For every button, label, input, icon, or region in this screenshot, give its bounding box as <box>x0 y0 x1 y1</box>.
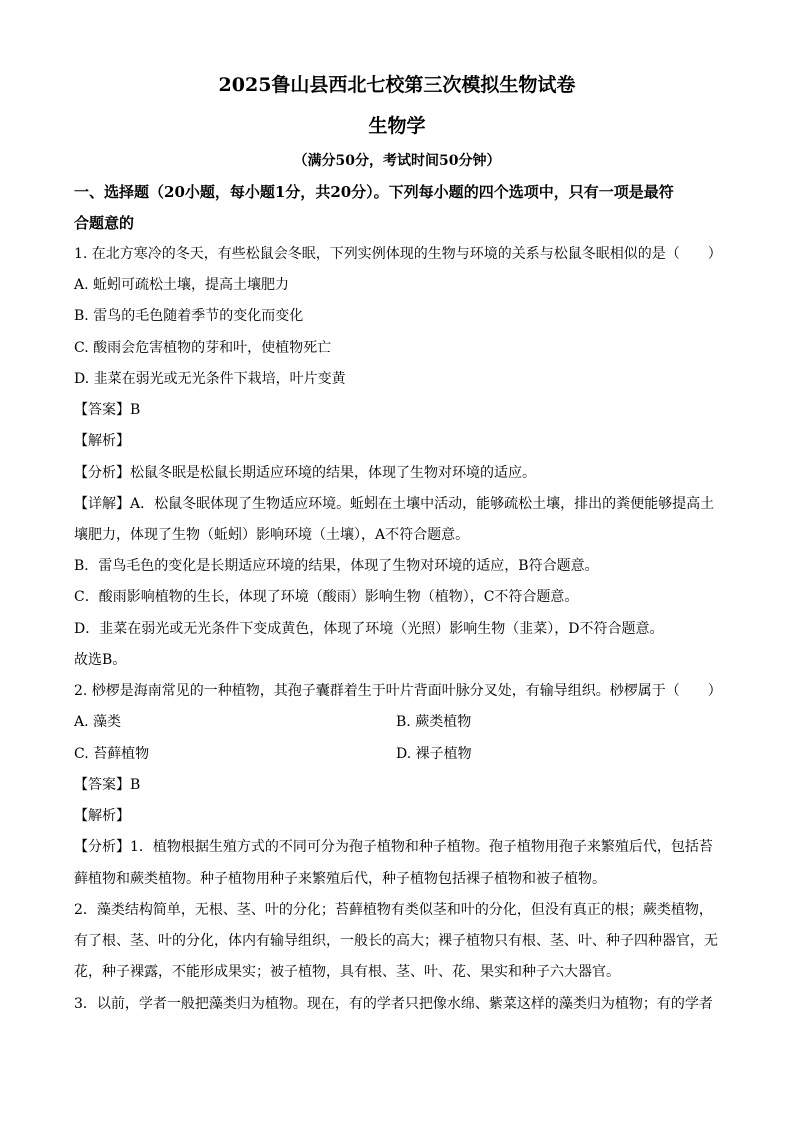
q1-detail-line2: 壤肥力，体现了生物（蚯蚓）影响环境（土壤），A不符合题意。 <box>74 527 470 543</box>
q1-detail-c: C．酸雨影响植物的生长，体现了环境（酸雨）影响生物（植物），C不符合题意。 <box>74 589 579 605</box>
q1-conclusion: 故选B。 <box>74 652 127 668</box>
q2-analysis-label: 【解析】 <box>74 808 130 824</box>
q2-option-a: A. 藻类 <box>74 714 122 730</box>
q2-option-d: D. 裸子植物 <box>396 746 472 762</box>
q2-stem: 2. 桫椤是海南常见的一种植物，其孢子囊群着生于叶片背面叶脉分叉处，有输导组织。桫椤属于（ ） <box>74 683 722 699</box>
exam-title: 2025鲁山县西北七校第三次模拟生物试卷 <box>218 74 576 96</box>
q2-analysis-p3-line1: 3．以前，学者一般把藻类归为植物。现在，有的学者只把像水绵、紫菜这样的藻类归为植物；有的学者 <box>74 996 713 1012</box>
q2-option-b: B. 蕨类植物 <box>396 714 472 730</box>
q1-option-c: C. 酸雨会危害植物的芽和叶，使植物死亡 <box>74 340 332 356</box>
q1-option-d: D. 韭菜在弱光或无光条件下栽培，叶片变黄 <box>74 371 346 387</box>
q1-option-b: B. 雷鸟的毛色随着季节的变化而变化 <box>74 308 304 324</box>
q1-answer: 【答案】B <box>74 402 141 418</box>
q1-detail-line1: 【详解】A．松鼠冬眠体现了生物适应环境。蚯蚓在土壤中活动，能够疏松土壤，排出的粪便能够提高土 <box>74 496 715 512</box>
q2-answer: 【答案】B <box>74 777 141 793</box>
q1-stem: 1. 在北方寒冷的冬天，有些松鼠会冬眠，下列实例体现的生物与环境的关系与松鼠冬眠相似的是（ ） <box>74 246 722 262</box>
q1-detail-b: B．雷鸟毛色的变化是长期适应环境的结果，体现了生物对环境的适应，B符合题意。 <box>74 558 599 574</box>
q1-analysis-label: 【解析】 <box>74 433 130 449</box>
subject-title: 生物学 <box>368 115 426 137</box>
q2-analysis-p2-line3: 花，种子裸露，不能形成果实；被子植物，具有根、茎、叶、花、果实和种子六大器官。 <box>74 964 620 980</box>
q1-detail-d: D．韭菜在弱光或无光条件下变成黄色，体现了环境（光照）影响生物（韭菜），D不符合题意。 <box>74 621 664 637</box>
section-heading-line2: 合题意的 <box>74 214 135 232</box>
q2-analysis-p2-line2: 有了根、茎、叶的分化，体内有输导组织，一般长的高大；裸子植物只有根、茎、叶、种子四种器官，无 <box>74 933 718 949</box>
q1-option-a: A. 蚯蚓可疏松土壤，提高土壤肥力 <box>74 277 290 293</box>
exam-info: （满分50分，考试时间50分钟） <box>293 153 501 169</box>
q2-option-c: C. 苔藓植物 <box>74 746 150 762</box>
q2-analysis-p1-line2: 藓植物和蕨类植物。种子植物用种子来繁殖后代，种子植物包括裸子植物和被子植物。 <box>74 871 606 887</box>
q2-analysis-p2-line1: 2．藻类结构简单，无根、茎、叶的分化；苔藓植物有类似茎和叶的分化，但没有真正的根；蕨类植物， <box>74 902 713 918</box>
q2-analysis-p1-line1: 【分析】1．植物根据生殖方式的不同可分为孢子植物和种子植物。孢子植物用孢子来繁殖后代，包括苔 <box>74 839 713 855</box>
section-heading-line1: 一、选择题（20小题，每小题1分，共20分）。下列每小题的四个选项中，只有一项是最符 <box>74 183 674 201</box>
q1-analysis: 【分析】松鼠冬眠是松鼠长期适应环境的结果，体现了生物对环境的适应。 <box>74 465 536 481</box>
